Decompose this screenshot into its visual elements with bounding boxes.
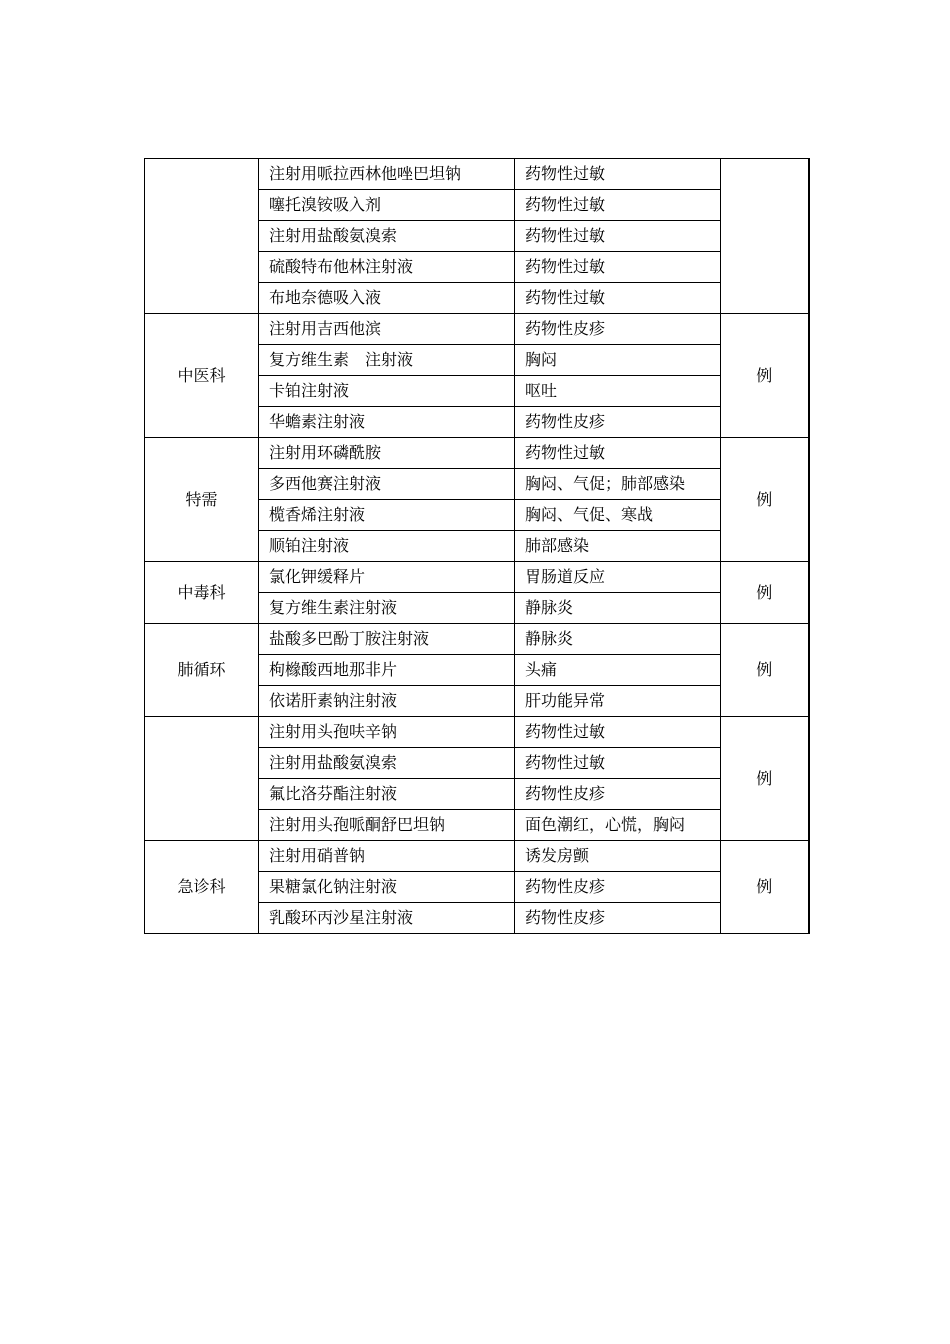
department-cell: 肺循环: [145, 624, 259, 717]
department-cell: 中毒科: [145, 562, 259, 624]
department-cell: [145, 159, 259, 314]
drug-name-cell: 卡铂注射液: [259, 376, 515, 407]
table-row: [145, 717, 809, 748]
drug-name-cell: 复方维生素 注射液: [259, 345, 515, 376]
reaction-cell: 面色潮红，心慌，胸闷: [515, 810, 721, 841]
reaction-cell: 胃肠道反应: [515, 562, 721, 593]
reaction-cell: 肺部感染: [515, 531, 721, 562]
reaction-cell: 头痛: [515, 655, 721, 686]
drug-name-cell: 注射用哌拉西林他唑巴坦钠: [259, 159, 515, 190]
reaction-cell: 静脉炎: [515, 624, 721, 655]
table-row: [145, 438, 809, 469]
department-cell: 急诊科: [145, 841, 259, 934]
reaction-cell: 静脉炎: [515, 593, 721, 624]
department-cell: [145, 717, 259, 841]
reaction-cell: 药物性皮疹: [515, 872, 721, 903]
adverse-reaction-table: [144, 158, 810, 934]
drug-name-cell: 注射用硝普钠: [259, 841, 515, 872]
reaction-cell: 药物性皮疹: [515, 903, 721, 934]
drug-name-cell: 注射用吉西他滨: [259, 314, 515, 345]
reaction-cell: 药物性过敏: [515, 190, 721, 221]
table-body: [145, 159, 809, 934]
case-count-cell: 例: [721, 438, 809, 562]
department-cell: 特需: [145, 438, 259, 562]
reaction-cell: 药物性皮疹: [515, 779, 721, 810]
reaction-cell: 诱发房颤: [515, 841, 721, 872]
reaction-cell: 胸闷: [515, 345, 721, 376]
reaction-cell: 药物性过敏: [515, 438, 721, 469]
table-row: [145, 562, 809, 593]
table-row: [145, 624, 809, 655]
drug-name-cell: 华蟾素注射液: [259, 407, 515, 438]
drug-name-cell: 依诺肝素钠注射液: [259, 686, 515, 717]
reaction-cell: 药物性过敏: [515, 748, 721, 779]
drug-name-cell: 多西他赛注射液: [259, 469, 515, 500]
drug-name-cell: 硫酸特布他林注射液: [259, 252, 515, 283]
drug-name-cell: 注射用盐酸氨溴索: [259, 221, 515, 252]
case-count-cell: 例: [721, 841, 809, 934]
case-count-cell: 例: [721, 624, 809, 717]
case-count-cell: 例: [721, 717, 809, 841]
reaction-cell: 胸闷、气促；肺部感染: [515, 469, 721, 500]
drug-name-cell: 顺铂注射液: [259, 531, 515, 562]
case-count-cell: 例: [721, 562, 809, 624]
drug-name-cell: 氟比洛芬酯注射液: [259, 779, 515, 810]
drug-name-cell: 榄香烯注射液: [259, 500, 515, 531]
drug-name-cell: 注射用头孢哌酮舒巴坦钠: [259, 810, 515, 841]
table-row: [145, 841, 809, 872]
case-count-cell: 例: [721, 314, 809, 438]
reaction-cell: 药物性皮疹: [515, 314, 721, 345]
drug-name-cell: 注射用环磷酰胺: [259, 438, 515, 469]
drug-name-cell: 果糖氯化钠注射液: [259, 872, 515, 903]
reaction-cell: 药物性过敏: [515, 717, 721, 748]
reaction-cell: 呕吐: [515, 376, 721, 407]
drug-name-cell: 枸橼酸西地那非片: [259, 655, 515, 686]
reaction-cell: 药物性过敏: [515, 159, 721, 190]
drug-name-cell: 注射用盐酸氨溴索: [259, 748, 515, 779]
table-row: [145, 159, 809, 190]
case-count-cell: [721, 159, 809, 314]
reaction-cell: 药物性过敏: [515, 283, 721, 314]
reaction-cell: 药物性过敏: [515, 252, 721, 283]
table-row: [145, 314, 809, 345]
reaction-cell: 胸闷、气促、寒战: [515, 500, 721, 531]
drug-name-cell: 噻托溴铵吸入剂: [259, 190, 515, 221]
drug-name-cell: 注射用头孢呋辛钠: [259, 717, 515, 748]
reaction-cell: 药物性过敏: [515, 221, 721, 252]
reaction-cell: 肝功能异常: [515, 686, 721, 717]
department-cell: 中医科: [145, 314, 259, 438]
drug-name-cell: 乳酸环丙沙星注射液: [259, 903, 515, 934]
reaction-cell: 药物性皮疹: [515, 407, 721, 438]
drug-name-cell: 盐酸多巴酚丁胺注射液: [259, 624, 515, 655]
drug-name-cell: 布地奈德吸入液: [259, 283, 515, 314]
drug-name-cell: 氯化钾缓释片: [259, 562, 515, 593]
drug-name-cell: 复方维生素注射液: [259, 593, 515, 624]
